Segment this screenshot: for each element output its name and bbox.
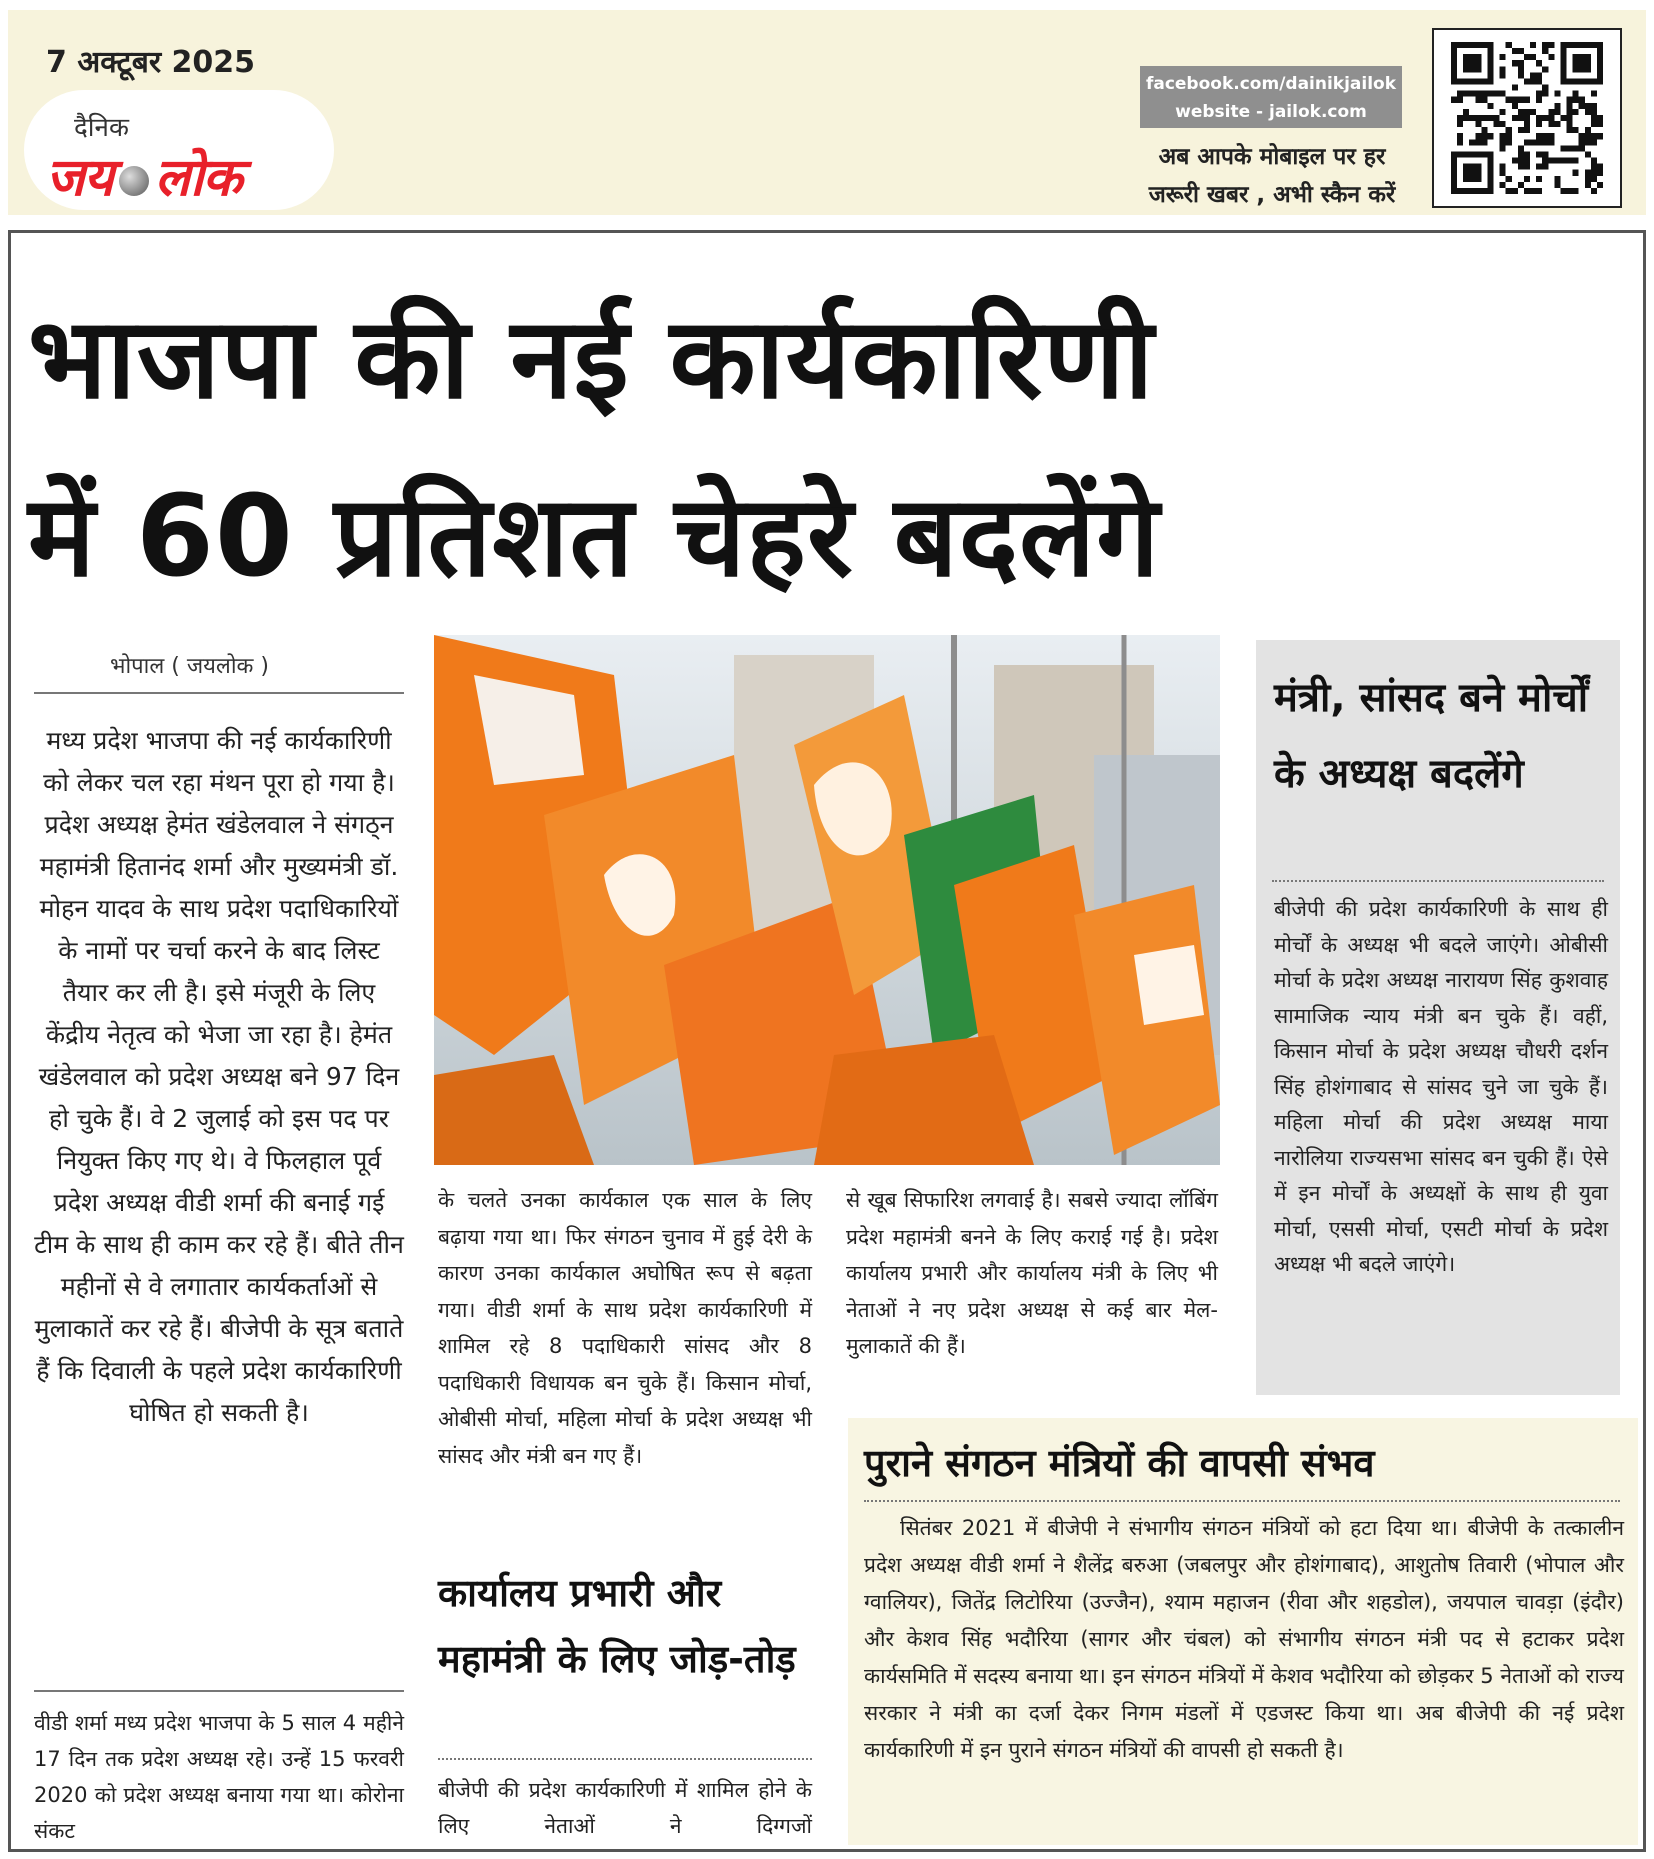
sidebar-body: बीजेपी की प्रदेश कार्यकारिणी के साथ ही मोर्चों के अध्यक्ष भी बदले जाएंगे। ओबीसी मोर्चा के प्रदेश अध्यक्ष नारायण सिंह कुशवाह सामाजिक न्याय मंत्री बन चुके हैं। वहीं, किसान मोर्चा के प्रदेश अध्यक्ष चौधरी दर्शन सिंह होशंगाबाद से सांसद चुने जा चुके हैं। महिला मोर्चा की प्रदेश अध्यक्ष माया नारोलिया राज्यसभा सांसद बन चुकी हैं। ऐसे में इन मोर्चों के अध्यक्षों के साथ ही युवा मोर्चा, एससी मोर्चा, एसटी मोर्चा के प्रदेश अध्यक्ष भी बदले जाएंगे। [1274,897,1608,1276]
facebook-link[interactable]: facebook.com/dainikjailok [1145,74,1397,94]
scan-callout [1136,138,1408,214]
dateline: भोपाल ( जयलोक ) [110,654,270,679]
main-headline [28,270,1628,626]
scan-line-1: अब आपके मोबाइल पर हर [1158,144,1386,170]
social-links [1140,66,1402,128]
old-ministers-box [848,1418,1638,1845]
divider [864,1500,1620,1502]
middle-column-1: के चलते उनका कार्यकाल एक साल के लिए बढ़ाया गया था। फिर संगठन चुनाव में हुई देरी के कारण उनका कार्यकाल अघोषित रूप से बढ़ता गया। वीडी शर्मा के साथ प्रदेश कार्यकारिणी में शामिल रहे 8 पदाधिकारी सांसद और 8 पदाधिकारी विधायक बन चुके हैं। किसान मोर्चा, ओबीसी मोर्चा, महिला मोर्चा के प्रदेश अध्यक्ष भी सांसद और मंत्री बन गए हैं। [438,1188,812,1468]
old-ministers-body: सितंबर 2021 में बीजेपी ने संभागीय संगठन मंत्रियों को हटा दिया था। बीजेपी के तत्कालीन प्रदेश अध्यक्ष वीडी शर्मा ने शैलेंद्र बरुआ (जबलपुर और होशंगाबाद), आशुतोष तिवारी (भोपाल और ग्वालियर), जितेंद्र लिटोरिया (उज्जैन), श्याम महाजन (रीवा और शहडोल), जयपाल चावड़ा (इंदौर) और केशव सिंह भदौरिया (सागर और चंबल) को संभागीय संगठन मंत्री पद से हटाकर प्रदेश कार्यसमिति में सदस्य बनाया था। इन संगठन मंत्रियों में केशव भदौरिया को छोड़कर 5 नेताओं को राज्य सरकार ने मंत्री का दर्जा देकर निगम मंडलों में एडजस्ट किया था। अब बीजेपी की नई प्रदेश कार्यकारिणी में इन पुराने संगठन मंत्रियों की वापसी हो सकती है। [864,1516,1624,1762]
subheading-office: कार्यालय प्रभारी और महामंत्री के लिए जोड़-तोड़ [438,1571,796,1681]
divider [1272,880,1604,882]
scan-line-2: जरूरी खबर , अभी स्कैन करें [1148,182,1396,208]
flags-illustration [434,635,1220,1165]
logo-wordmark [46,140,241,211]
left-column-body: मध्य प्रदेश भाजपा की नई कार्यकारिणी को लेकर चल रहा मंथन पूरा हो गया है। प्रदेश अध्यक्ष हेमंत खंडेलवाल ने संगठ्न महामंत्री हितानंद शर्मा और मुख्यमंत्री डॉ. मोहन यादव के साथ प्रदेश पदाधिकारियों के नामों पर चर्चा करने के बाद लिस्ट तैयार कर ली है। इसे मंजूरी के लिए केंद्रीय नेतृत्व को भेजा जा रहा है। हेमंत खंडेलवाल को प्रदेश अध्यक्ष बने 97 दिन हो चुके हैं। वे 2 जुलाई को इस पद पर नियुक्त किए गए थे। वे फिलहाल पूर्व प्रदेश अध्यक्ष वीडी शर्मा की बनाई गई टीम के साथ ही काम कर रहे हैं। बीते तीन महीनों से वे लगातार कार्यकर्ताओं से मुलाकातें कर रहे हैं। बीजेपी के सूत्र बताते हैं कि दिवाली के पहले प्रदेश कार्यकारिणी घोषित हो सकती है। [34,726,404,1427]
sidebar-heading: मंत्री, सांसद बने मोर्चों के अध्यक्ष बदलेंगे [1274,675,1589,797]
issue-date: 7 अक्टूबर 2025 [46,45,256,80]
old-ministers-heading: पुराने संगठन मंत्रियों की वापसी संभव [864,1441,1375,1485]
middle-column-bottom: बीजेपी की प्रदेश कार्यकारिणी में शामिल होने के लिए नेताओं ने दिग्गजों [438,1778,812,1838]
divider [34,1690,404,1692]
logo-part2: लोक [154,148,242,208]
qr-pattern [1446,42,1608,194]
divider [34,692,404,694]
divider [438,1758,812,1760]
headline-line-2: में 60 प्रतिशत चेहरे बदलेंगे [28,472,1161,602]
masthead [8,10,1646,215]
bjp-flags-photo [434,635,1220,1165]
middle-column-2: से खूब सिफारिश लगवाई है। सबसे ज्यादा लॉबिंग प्रदेश महामंत्री बनने के लिए कराई गई है। प्रदेश कार्यालय प्रभारी और कार्यालय मंत्री के लिए भी नेताओं ने नए प्रदेश अध्यक्ष से कई बार मेल-मुलाकातें की हैं। [846,1188,1218,1358]
logo-part1: जय [46,148,113,208]
headline-line-1: भाजपा की नई कार्यकारिणी [28,294,1155,424]
sidebar-box [1256,640,1620,1395]
newspaper-logo[interactable] [24,90,334,210]
website-link[interactable]: website - jailok.com [1175,102,1367,122]
qr-code-icon[interactable] [1432,28,1622,208]
globe-icon [119,166,149,196]
logo-small-text: दैनिक [74,113,129,143]
left-column-note: वीडी शर्मा मध्य प्रदेश भाजपा के 5 साल 4 महीने 17 दिन तक प्रदेश अध्यक्ष रहे। उन्हें 15 फरवरी 2020 को प्रदेश अध्यक्ष बनाया गया था। कोरोना संकट [34,1711,404,1843]
